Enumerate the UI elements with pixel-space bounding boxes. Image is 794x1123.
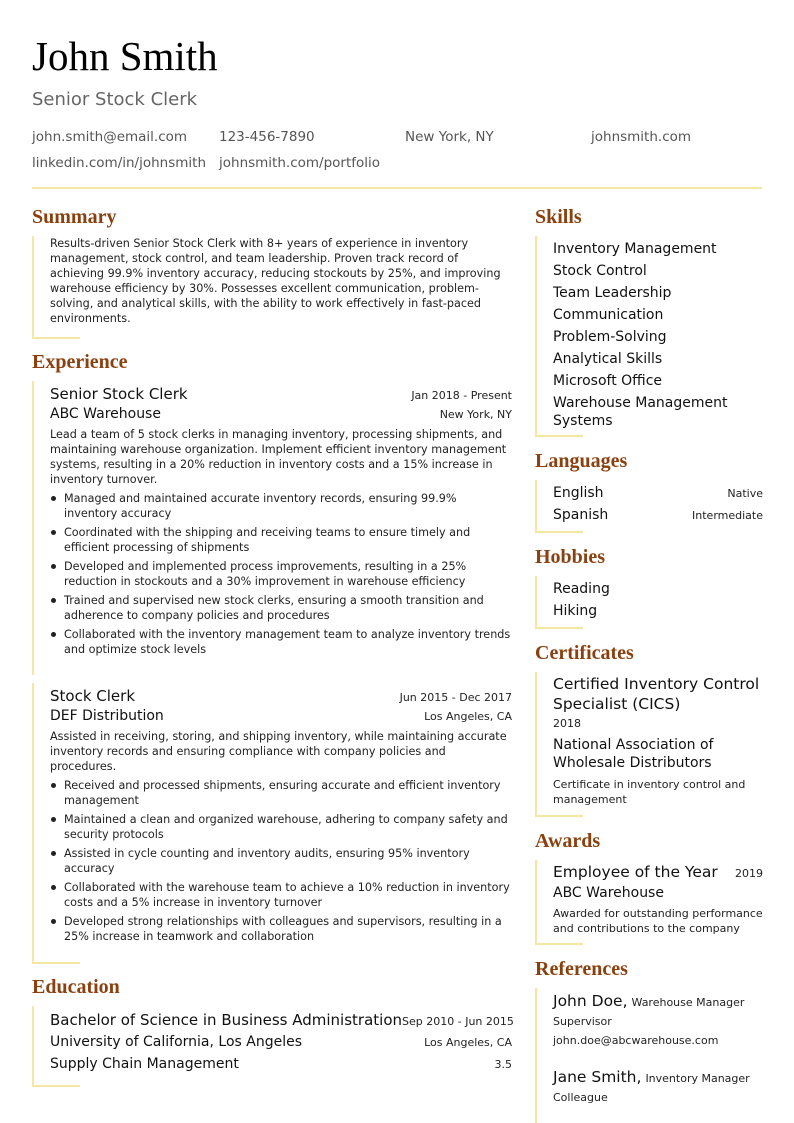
job-dates: Jan 2018 - Present xyxy=(411,389,512,402)
summary-heading: Summary xyxy=(32,206,117,228)
job-entry xyxy=(32,683,512,962)
summary-section xyxy=(32,205,512,339)
main-column xyxy=(32,205,512,1087)
job-bullets xyxy=(50,778,512,944)
skill-item: Problem-Solving xyxy=(553,329,667,345)
references-heading: References xyxy=(535,958,628,980)
job-bullet: Received and processed shipments, ensuring accurate and efficient inventory management xyxy=(50,778,512,808)
job-bullet: Managed and maintained accurate inventory records, ensuring 99.9% inventory accuracy xyxy=(50,491,512,521)
skills-list xyxy=(535,236,763,435)
contact-email[interactable]: john.smith@email.com xyxy=(32,129,188,145)
education-gpa: 3.5 xyxy=(494,1058,512,1071)
skill-item: Communication xyxy=(553,307,664,323)
job-title: Senior Stock Clerk xyxy=(50,385,188,403)
job-bullets xyxy=(50,491,512,657)
language-name: English xyxy=(553,485,604,501)
award-year: 2019 xyxy=(735,867,763,880)
job-description: Assisted in receiving, storing, and shipping inventory, while maintaining accurate inventory records and ensuring compliance with company policies and procedures. xyxy=(50,730,507,773)
languages-section xyxy=(535,449,763,533)
languages-list xyxy=(535,480,763,531)
award-name: Employee of the Year xyxy=(553,863,718,881)
job-bullet: Maintained a clean and organized warehouse, adhering to company safety and security protocols xyxy=(50,812,512,842)
job-bullet: Trained and supervised new stock clerks, ensuring a smooth transition and adherence to company policies and procedures xyxy=(50,593,512,623)
language-item xyxy=(553,482,763,504)
job-entry xyxy=(32,381,512,675)
certificates-heading: Certificates xyxy=(535,642,634,664)
summary-text: Results-driven Senior Stock Clerk with 8+ years of experience in inventory management, stock control, and team leadership. Proven track record of achieving 99.9% inventory accuracy, reducing stockouts by 25%, and improving warehouse efficiency by 30%. Possesses excellent communication, problem-solving, and analytical skills, with the ability to work effectively in fast-paced environments. xyxy=(50,237,501,325)
education-degree: Bachelor of Science in Business Administration xyxy=(50,1011,403,1029)
references-section xyxy=(535,957,763,1123)
job-bullet: Assisted in cycle counting and inventory audits, ensuring 95% inventory accuracy xyxy=(50,846,512,876)
award-entry xyxy=(535,860,763,943)
reference-position: Warehouse Manager xyxy=(631,996,745,1009)
contact-portfolio[interactable]: johnsmith.com/portfolio xyxy=(219,155,381,171)
skills-section xyxy=(535,205,763,437)
job-bullet: Developed and implemented process improvements, resulting in a 25% reduction in stockouts and a 30% improvement in warehouse efficiency xyxy=(50,559,512,589)
reference-name: Jane Smith, xyxy=(553,1068,642,1086)
awards-heading: Awards xyxy=(535,830,601,852)
skill-item: Team Leadership xyxy=(553,285,672,301)
job-location: New York, NY xyxy=(439,408,512,421)
contact-location: New York, NY xyxy=(405,129,494,145)
experience-section xyxy=(32,350,512,964)
reference-relationship: Supervisor xyxy=(553,1015,612,1028)
contact-linkedin[interactable]: linkedin.com/in/johnsmith xyxy=(32,155,207,171)
education-section xyxy=(32,975,512,1087)
reference-entry xyxy=(553,1066,763,1108)
skills-heading: Skills xyxy=(535,206,582,228)
languages-heading: Languages xyxy=(535,450,628,472)
hobby-item: Reading xyxy=(553,581,610,597)
skill-item: Microsoft Office xyxy=(553,373,663,389)
job-bullet: Developed strong relationships with colleagues and supervisors, resulting in a 25% increase in teamwork and collaboration xyxy=(50,914,512,944)
candidate-name: John Smith xyxy=(32,33,218,79)
education-dates: Sep 2010 - Jun 2015 xyxy=(402,1015,514,1028)
job-title: Stock Clerk xyxy=(50,687,136,705)
summary-block xyxy=(32,236,512,337)
section-underline xyxy=(32,1085,80,1087)
reference-position: Inventory Manager xyxy=(645,1072,750,1085)
experience-heading: Experience xyxy=(32,351,128,373)
contact-website[interactable]: johnsmith.com xyxy=(591,129,692,145)
candidate-title: Senior Stock Clerk xyxy=(32,89,198,110)
skill-item: Analytical Skills xyxy=(553,351,663,367)
section-underline xyxy=(535,943,583,945)
section-underline xyxy=(32,962,80,964)
job-company: ABC Warehouse xyxy=(50,406,161,422)
section-underline xyxy=(535,435,583,437)
skill-item: Stock Control xyxy=(553,263,647,279)
education-school: University of California, Los Angeles xyxy=(50,1034,303,1050)
certificate-description: Certificate in inventory control and management xyxy=(553,778,746,806)
side-column xyxy=(535,205,763,1123)
job-description: Lead a team of 5 stock clerks in managing inventory, processing shipments, and maintaining warehouse organization. Implement efficient inventory management systems, resulting in a 20% reduction in inventory costs and a 15% increase in inventory turnover. xyxy=(50,428,507,486)
section-underline xyxy=(535,815,583,817)
reference-name: John Doe, xyxy=(553,992,628,1010)
awards-section xyxy=(535,829,763,945)
language-level: Intermediate xyxy=(692,509,763,522)
section-underline xyxy=(535,627,583,629)
reference-email[interactable]: john.doe@abcwarehouse.com xyxy=(553,1034,719,1047)
award-description: Awarded for outstanding performance and contributions to the company xyxy=(553,907,763,935)
award-organization: ABC Warehouse xyxy=(553,885,664,901)
job-bullet: Collaborated with the inventory management team to analyze inventory trends and optimize stock levels xyxy=(50,627,512,657)
language-level: Native xyxy=(727,487,763,500)
certificate-name: Certified Inventory Control Specialist (CICS) xyxy=(553,675,760,713)
reference-relationship: Colleague xyxy=(553,1091,608,1104)
education-location: Los Angeles, CA xyxy=(424,1036,512,1049)
references-list xyxy=(535,988,763,1123)
language-item xyxy=(553,504,763,526)
job-bullet: Collaborated with the warehouse team to achieve a 10% reduction in inventory costs and a 5% increase in inventory turnover xyxy=(50,880,512,910)
hobbies-section xyxy=(535,545,763,629)
language-name: Spanish xyxy=(553,507,609,523)
education-field: Supply Chain Management xyxy=(50,1056,239,1072)
contact-phone: 123-456-7890 xyxy=(219,129,315,145)
section-underline xyxy=(32,337,80,339)
education-heading: Education xyxy=(32,976,120,998)
job-dates: Jun 2015 - Dec 2017 xyxy=(399,691,512,704)
job-bullet: Coordinated with the shipping and receiving teams to ensure timely and efficient processing of shipments xyxy=(50,525,512,555)
hobby-item: Hiking xyxy=(553,603,598,619)
job-company: DEF Distribution xyxy=(50,708,164,724)
certificates-section xyxy=(535,641,763,817)
section-underline xyxy=(535,531,583,533)
job-location: Los Angeles, CA xyxy=(424,710,512,723)
reference-entry xyxy=(553,990,763,1050)
education-entry xyxy=(32,1006,512,1085)
skill-item: Warehouse Management Systems xyxy=(553,395,728,429)
hobbies-list xyxy=(535,576,763,627)
certificate-entry xyxy=(535,672,763,815)
certificate-year: 2018 xyxy=(553,717,581,730)
certificate-issuer: National Association of Wholesale Distributors xyxy=(553,737,714,771)
header-divider xyxy=(32,187,762,189)
skill-item: Inventory Management xyxy=(553,241,717,257)
hobbies-heading: Hobbies xyxy=(535,546,606,568)
